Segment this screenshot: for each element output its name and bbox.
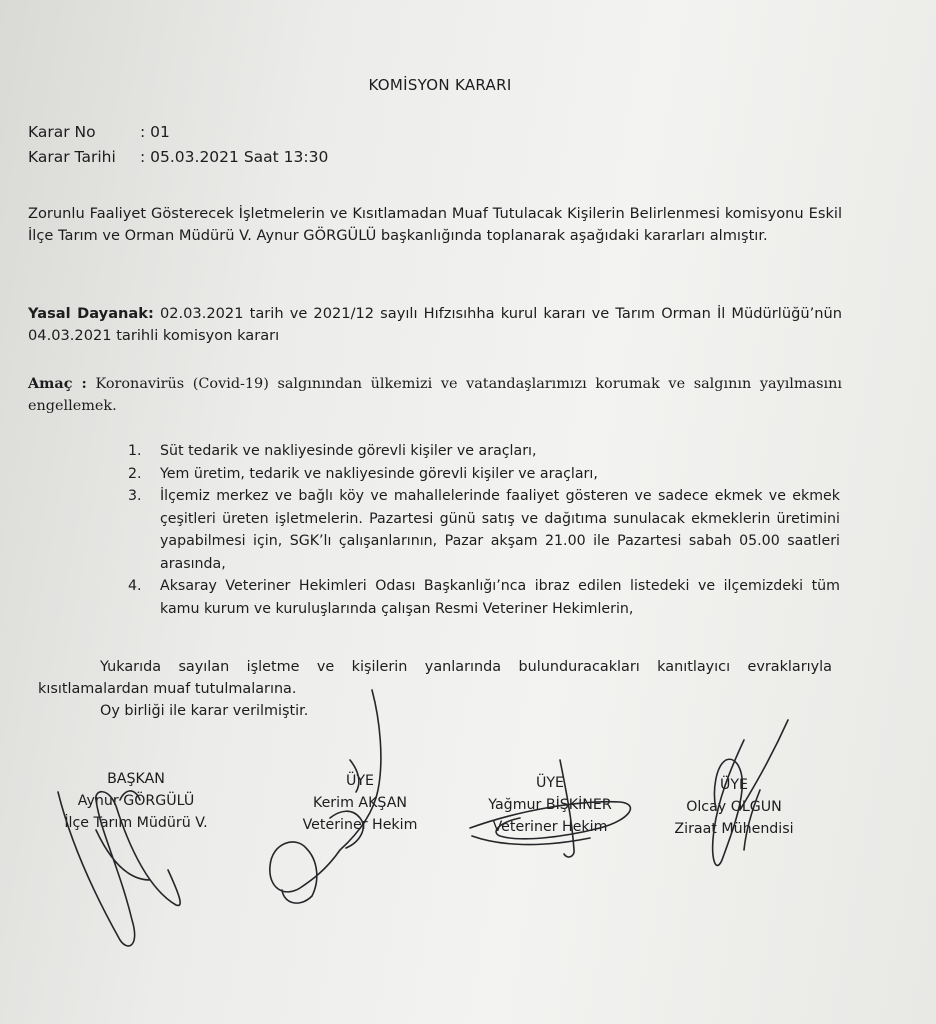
list-item-number: 1. [128,443,142,459]
list-item [128,463,840,486]
karar-no-label: Karar No [28,123,96,141]
signatory-role: ÜYE [535,775,564,791]
signatory-name: Olcay OLGUN [686,799,782,815]
signatory-name: Yağmur BİŞKİNER [488,797,612,813]
closing-paragraph: Yukarıda sayılan işletme ve kişilerin yanlarında bulunduracakları kanıtlayıcı evraklarıyla kısıtlamalardan muaf tutulmalarına. [38,659,832,697]
karar-tarihi-row [28,148,328,166]
signatory-name: Aynur GÖRGÜLÜ [77,793,195,809]
list-item-number: 4. [128,578,142,594]
signature-block-uye-1 [285,770,435,836]
list-item-number: 3. [128,488,142,504]
list-item-text: Yem üretim, tedarik ve nakliyesinde görevli kişiler ve araçları, [160,465,598,482]
list-item-text: Aksaray Veteriner Hekimleri Odası Başkanlığı’nca ibraz edilen listedeki ve ilçemizdeki tüm kamu kurum ve kuruluşlarında çalışan Resmi Veteriner Hekimlerin, [160,578,840,617]
signatory-role: ÜYE [719,777,748,793]
signatory-title: Veteriner Hekim [492,819,608,835]
karar-no-value: : 01 [140,123,170,141]
karar-tarihi-value: : 05.03.2021 Saat 13:30 [140,148,329,166]
signatory-role: BAŞKAN [107,771,165,787]
amac-paragraph [28,373,842,417]
closing-section [38,656,832,722]
signature-block-uye-2 [466,772,634,838]
list-item-text: Süt tedarik ve nakliyesinde görevli kişiler ve araçları, [160,443,537,459]
list-item [128,440,840,463]
yasal-dayanak-text: 02.03.2021 tarih ve 2021/12 sayılı Hıfzısıhha kurul kararı ve Tarım Orman İl Müdürlüğü’nün 04.03.2021 tarihli komisyon kararı [28,305,842,344]
list-item-number: 2. [128,465,142,482]
signature-block-baskan [46,768,226,834]
signature-block-uye-3 [654,774,814,840]
decision-list [128,440,840,620]
signatory-title: Veteriner Hekim [302,817,418,833]
amac-text: Koronavirüs (Covid-19) salgınından ülkemizi ve vatandaşlarımızı korumak ve salgının yayılmasını engellemek. [28,376,842,414]
yasal-dayanak-label: Yasal Dayanak: [28,305,154,322]
amac-label: Amaç : [28,375,87,392]
signatory-role: ÜYE [345,773,374,789]
closing-unanimous: Oy birliği ile karar verilmiştir. [100,703,309,719]
list-item-text: İlçemiz merkez ve bağlı köy ve mahallelerinde faaliyet gösteren ve sadece ekmek ve ekmek çeşitleri üreten işletmelerin. Pazartesi günü satış ve dağıtıma sunulacak ekmeklerin üretimini yapabilmesi için, SGK’lı çalışanlarının, Pazar akşam 21.00 ile Pazartesi sabah 05.00 saatleri arasında, [160,488,840,572]
signatory-title: Ziraat Mühendisi [674,821,794,837]
intro-paragraph: Zorunlu Faaliyet Gösterecek İşletmelerin ve Kısıtlamadan Muaf Tutulacak Kişilerin Belirlenmesi komisyonu Eskil İlçe Tarım ve Orman Müdürü V. Aynur GÖRGÜLÜ başkanlığında toplanarak aşağıdaki kararları almıştır. [28,205,842,244]
karar-tarihi-label: Karar Tarihi [28,148,116,166]
yasal-dayanak-paragraph [28,303,842,347]
document-title: KOMİSYON KARARI [368,76,512,94]
list-item [128,575,840,620]
list-item [128,485,840,575]
signatory-title: İlçe Tarım Müdürü V. [64,815,208,831]
karar-no-row [28,123,170,141]
signatory-name: Kerim AKŞAN [312,795,408,811]
